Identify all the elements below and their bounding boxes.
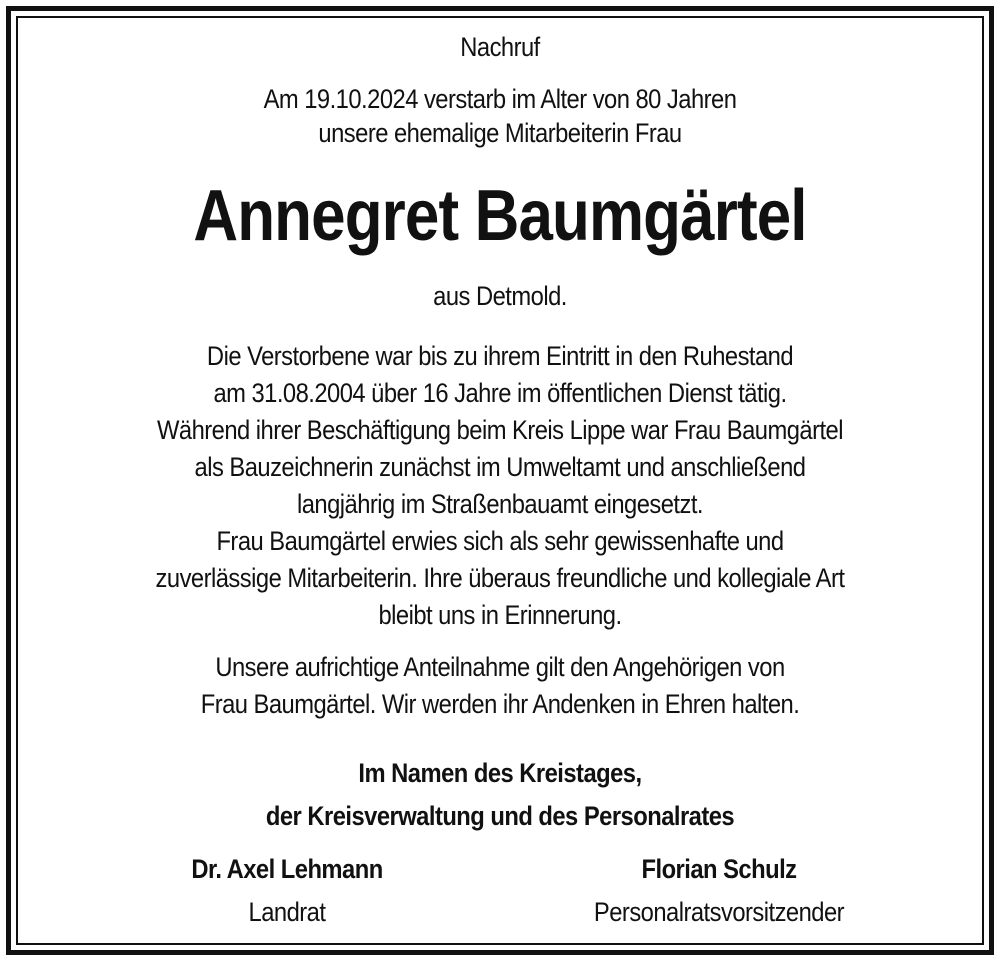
- body-line-5: langjährig im Straßenbauamt eingesetzt.: [296, 489, 704, 519]
- intro-line-2: unsere ehemalige Mitarbeiterin Frau: [318, 118, 682, 148]
- origin-line: aus Detmold.: [433, 281, 567, 311]
- deceased-name: Annegret Baumgärtel: [193, 176, 807, 256]
- notice-heading: Nachruf: [460, 32, 540, 62]
- on-behalf-line-2: der Kreisverwaltung und des Personalrates: [265, 801, 735, 831]
- intro-line-1: Am 19.10.2024 verstarb im Alter von 80 Jahren: [263, 84, 737, 114]
- signatory-name-1: Dr. Axel Lehmann: [191, 854, 383, 884]
- signatory-role-1: Landrat: [248, 897, 326, 927]
- body-line-8: bleibt uns in Erinnerung.: [378, 600, 622, 630]
- body-line-1: Die Verstorbene war bis zu ihrem Eintritt in den Ruhestand: [206, 341, 794, 371]
- on-behalf-line-1: Im Namen des Kreistages,: [358, 758, 642, 788]
- body-line-6: Frau Baumgärtel erwies sich als sehr gewissenhafte und: [216, 526, 784, 556]
- body-line-7: zuverlässige Mitarbeiterin. Ihre überaus freundliche und kollegiale Art: [155, 563, 845, 593]
- signatory-role-2: Personalratsvorsitzender: [593, 897, 845, 927]
- condolence-line-2: Frau Baumgärtel. Wir werden ihr Andenken in Ehren halten.: [200, 689, 800, 719]
- body-line-2: am 31.08.2004 über 16 Jahre im öffentlichen Dienst tätig.: [213, 378, 787, 408]
- body-line-3: Während ihrer Beschäftigung beim Kreis Lippe war Frau Baumgärtel: [157, 415, 843, 445]
- condolence-line-1: Unsere aufrichtige Anteilnahme gilt den Angehörigen von: [215, 652, 785, 682]
- signatory-name-2: Florian Schulz: [641, 854, 797, 884]
- body-line-4: als Bauzeichnerin zunächst im Umweltamt und anschließend: [194, 452, 806, 482]
